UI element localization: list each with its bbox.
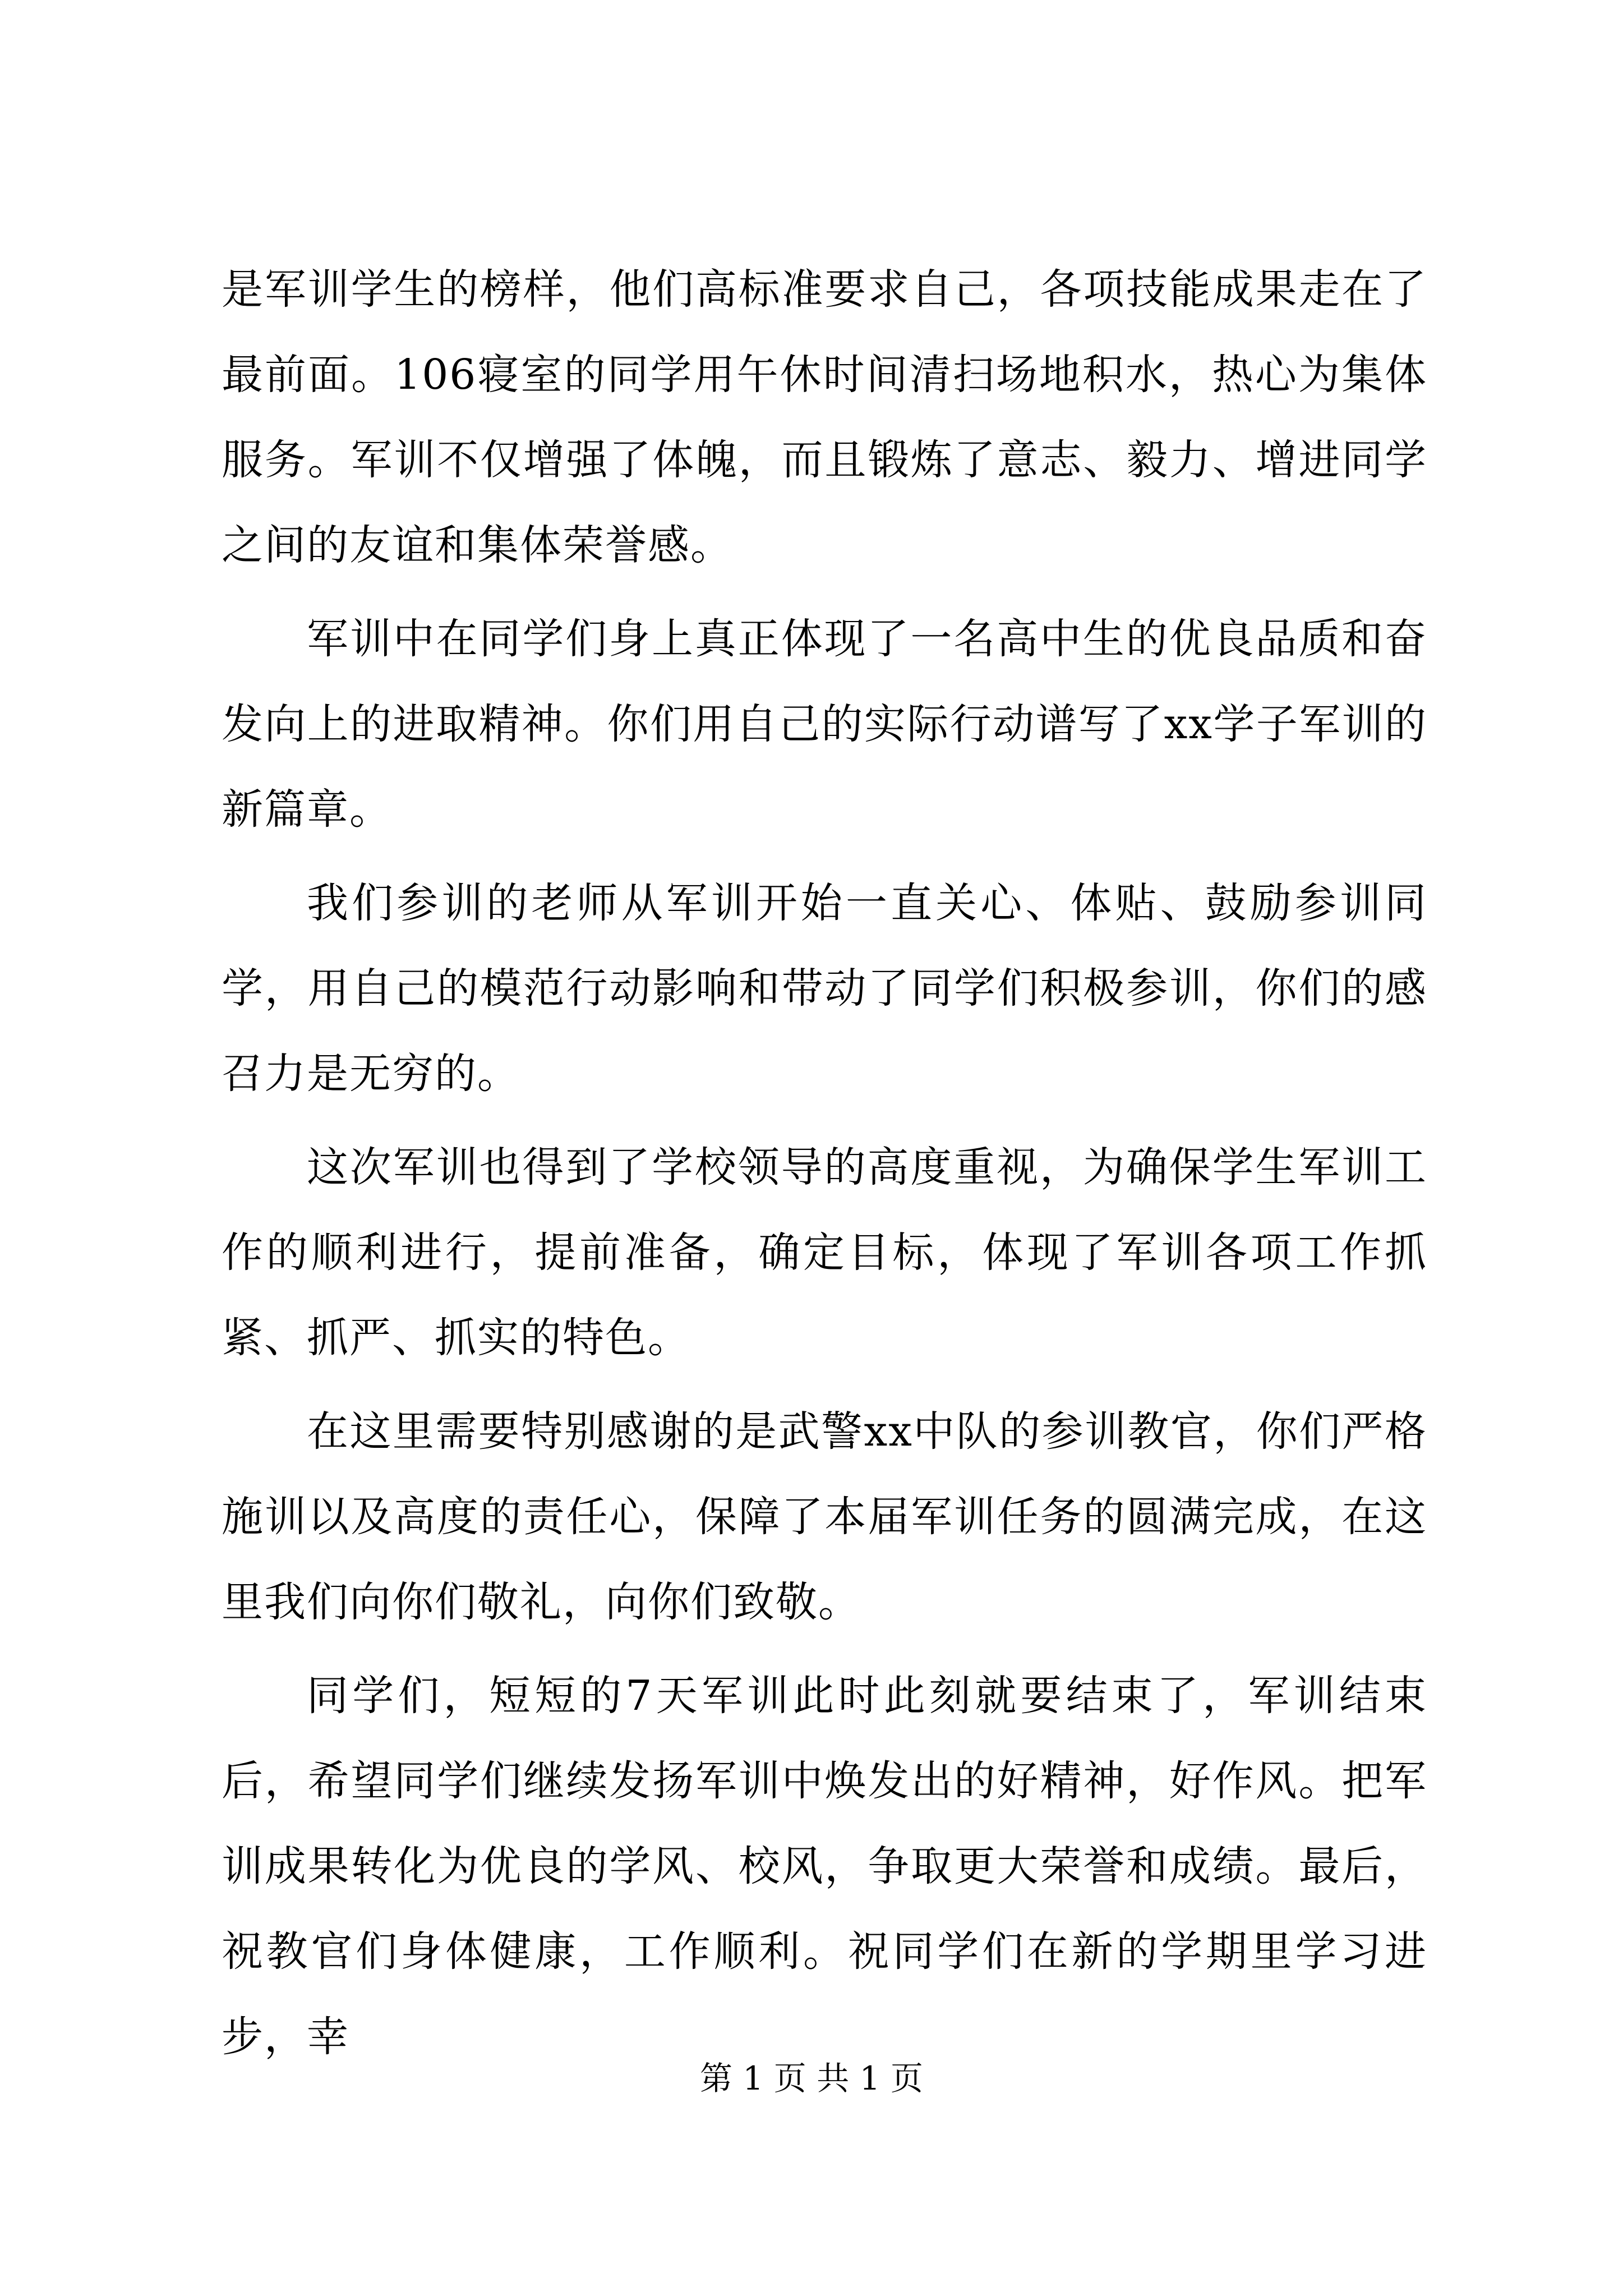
page-footer: 第 1 页 共 1 页 xyxy=(700,2059,923,2097)
document-body xyxy=(222,247,1427,2079)
paragraph-3: 我们参训的老师从军训开始一直关心、体贴、鼓励参训同学，用自己的模范行动影响和带动了同学们积极参训，你们的感召力是无穷的。 xyxy=(222,879,1427,1098)
paragraph-4: 这次军训也得到了学校领导的高度重视，为确保学生军训工作的顺利进行，提前准备，确定目标，体现了军训各项工作抓紧、抓严、抓实的特色。 xyxy=(222,1143,1427,1362)
paragraph-2: 军训中在同学们身上真正体现了一名高中生的优良品质和奋发向上的进取精神。你们用自己的实际行动谱写了xx学子军训的新篇章。 xyxy=(222,615,1427,834)
paragraph-5: 在这里需要特别感谢的是武警xx中队的参训教官，你们严格施训以及高度的责任心，保障了本届军训任务的圆满完成，在这里我们向你们敬礼，向你们致敬。 xyxy=(222,1407,1427,1626)
paragraph-6: 同学们，短短的7天军训此时此刻就要结束了，军训结束后，希望同学们继续发扬军训中焕发出的好精神，好作风。把军训成果转化为优良的学风、校风，争取更大荣誉和成绩。最后，祝教官们身体健康，工作顺利。祝同学们在新的学期里学习进步，幸 xyxy=(222,1672,1427,2061)
paragraph-1: 是军训学生的榜样，他们高标准要求自己，各项技能成果走在了最前面。106寝室的同学用午休时间清扫场地积水，热心为集体服务。军训不仅增强了体魄，而且锻炼了意志、毅力、增进同学之间的友谊和集体荣誉感。 xyxy=(222,265,1427,569)
